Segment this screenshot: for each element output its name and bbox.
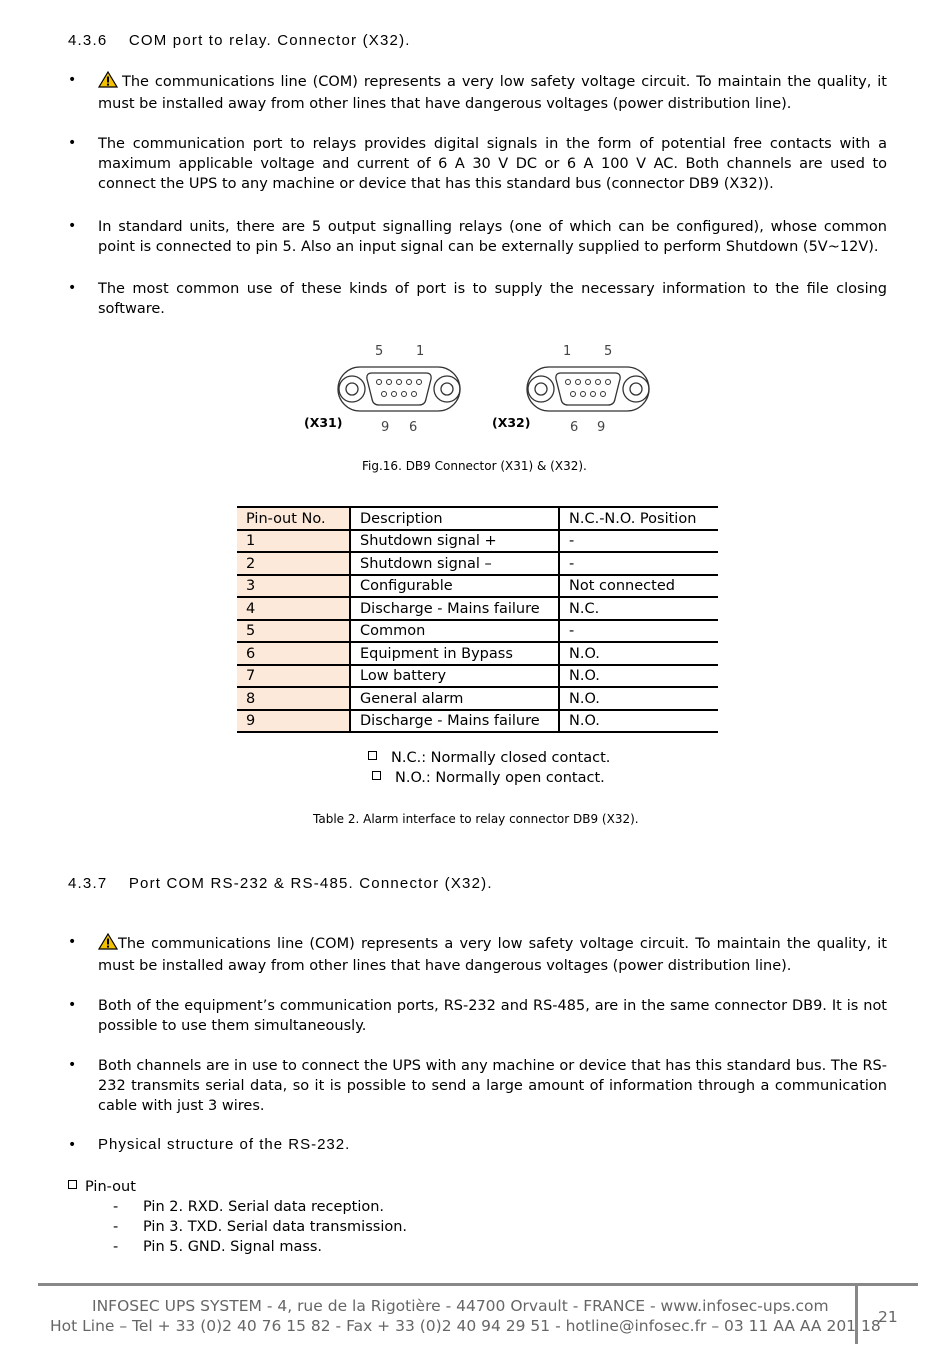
figure-caption: Fig.16. DB9 Connector (X31) & (X32). bbox=[362, 459, 587, 473]
table-cell: Low battery bbox=[350, 665, 559, 688]
table-header-row bbox=[237, 507, 718, 530]
table-cell: 7 bbox=[237, 665, 350, 688]
footer-vertical-divider bbox=[855, 1286, 858, 1344]
table-cell: - bbox=[559, 552, 718, 575]
table-cell: N.O. bbox=[559, 665, 718, 688]
table-row bbox=[237, 665, 718, 688]
legend-no: N.O.: Normally open contact. bbox=[372, 770, 605, 786]
connector-x31-label: (X31) bbox=[304, 415, 343, 430]
pin-item: - Pin 5. GND. Signal mass. bbox=[113, 1239, 323, 1255]
table-cell: Shutdown signal – bbox=[350, 552, 559, 575]
footer-address: INFOSEC UPS SYSTEM - 4, rue de la Rigotière - 44700 Orvault - FRANCE - www.infosec-ups.com bbox=[92, 1297, 829, 1315]
pin-label: 6 bbox=[570, 420, 579, 435]
warning-icon bbox=[98, 933, 118, 956]
table-cell: Shutdown signal + bbox=[350, 530, 559, 553]
section-heading-4-3-6: 4.3.6 COM port to relay. Connector (X32). bbox=[68, 32, 411, 49]
table-cell: 4 bbox=[237, 597, 350, 620]
paragraph: Physical structure of the RS-232. bbox=[98, 1136, 351, 1153]
table-cell: General alarm bbox=[350, 687, 559, 710]
paragraph: Both of the equipment’s communication ports, RS-232 and RS-485, are in the same connector DB9. It is not possible to use them simultaneously. bbox=[98, 998, 887, 1034]
paragraph: The communications line (COM) represents a very low safety voltage circuit. To maintain the quality, it must be installed away from other lines that have dangerous voltages (power distribution line). bbox=[98, 933, 887, 976]
bullet-icon: • bbox=[68, 1057, 77, 1073]
table-row bbox=[237, 620, 718, 643]
pin-label: 5 bbox=[604, 344, 613, 359]
paragraph: In standard units, there are 5 output signalling relays (one of which can be configured), whose common point is connected to pin 5. Also an input signal can be externally supplied to perform Shutdown (5V~12V). bbox=[98, 219, 887, 255]
db9-connectors-figure bbox=[290, 335, 680, 445]
table-row bbox=[237, 530, 718, 553]
pin-label: 5 bbox=[375, 344, 384, 359]
bullet-icon: • bbox=[68, 135, 77, 151]
pinout-table bbox=[237, 506, 718, 733]
table-row bbox=[237, 687, 718, 710]
connector-x32-label: (X32) bbox=[492, 415, 531, 430]
table-cell: 8 bbox=[237, 687, 350, 710]
bullet-icon: • bbox=[68, 997, 77, 1013]
table-row bbox=[237, 597, 718, 620]
table-caption: Table 2. Alarm interface to relay connector DB9 (X32). bbox=[313, 812, 639, 826]
table-cell: N.O. bbox=[559, 710, 718, 733]
table-header-cell: N.C.-N.O. Position bbox=[559, 507, 718, 530]
square-bullet-icon bbox=[68, 1180, 77, 1189]
pinout-title: Pin-out bbox=[68, 1179, 136, 1195]
footer-divider bbox=[38, 1283, 918, 1286]
table-cell: 9 bbox=[237, 710, 350, 733]
table-cell: 1 bbox=[237, 530, 350, 553]
legend-nc: N.C.: Normally closed contact. bbox=[368, 750, 610, 766]
table-row bbox=[237, 552, 718, 575]
paragraph: Both channels are in use to connect the UPS with any machine or device that has this standard bus. The RS-232 transmits serial data, so it is possible to send a large amount of information through a communication cable with just 3 wires. bbox=[98, 1058, 887, 1114]
table-cell: Configurable bbox=[350, 575, 559, 598]
bullet-icon: • bbox=[68, 72, 77, 88]
pin-item: - Pin 3. TXD. Serial data transmission. bbox=[113, 1219, 408, 1235]
table-cell: Discharge - Mains failure bbox=[350, 710, 559, 733]
square-bullet-icon bbox=[368, 751, 377, 760]
table-row bbox=[237, 710, 718, 733]
table-cell: Equipment in Bypass bbox=[350, 642, 559, 665]
paragraph: The communications line (COM) represents a very low safety voltage circuit. To maintain the quality, it must be installed away from other lines that have dangerous voltages (power distribution line). bbox=[98, 71, 887, 114]
table-row bbox=[237, 575, 718, 598]
pin-label: 6 bbox=[409, 420, 418, 435]
connector-x32 bbox=[527, 344, 649, 435]
table-cell: Discharge - Mains failure bbox=[350, 597, 559, 620]
pin-label: 9 bbox=[597, 420, 606, 435]
square-bullet-icon bbox=[372, 771, 381, 780]
paragraph: The communication port to relays provides digital signals in the form of potential free contacts with a maximum applicable voltage and current of 6 A 30 V DC or 6 A 100 V AC. Both channels are used to connect the UPS to any machine or device that has this standard bus (connector DB9 (X32)). bbox=[98, 136, 887, 192]
table-cell: 6 bbox=[237, 642, 350, 665]
connector-x31 bbox=[338, 344, 460, 435]
footer-hotline: Hot Line – Tel + 33 (0)2 40 76 15 82 - Fax + 33 (0)2 40 94 29 51 - hotline@infosec.fr – 03 11 AA AA 201 18 bbox=[50, 1317, 881, 1335]
table-cell: - bbox=[559, 620, 718, 643]
table-cell: N.C. bbox=[559, 597, 718, 620]
table-cell: Not connected bbox=[559, 575, 718, 598]
bullet-icon: • bbox=[68, 934, 77, 950]
table-header-cell: Pin-out No. bbox=[237, 507, 350, 530]
table-cell: N.O. bbox=[559, 687, 718, 710]
table-row bbox=[237, 642, 718, 665]
pin-label: 9 bbox=[381, 420, 390, 435]
table-cell: N.O. bbox=[559, 642, 718, 665]
table-header-cell: Description bbox=[350, 507, 559, 530]
table-cell: 3 bbox=[237, 575, 350, 598]
table-cell: 2 bbox=[237, 552, 350, 575]
pin-label: 1 bbox=[563, 344, 572, 359]
pin-item: - Pin 2. RXD. Serial data reception. bbox=[113, 1199, 385, 1215]
bullet-icon: • bbox=[68, 280, 77, 296]
table-cell: - bbox=[559, 530, 718, 553]
pin-label: 1 bbox=[416, 344, 425, 359]
paragraph: The most common use of these kinds of port is to supply the necessary information to the file closing software. bbox=[98, 281, 887, 317]
bullet-icon: • bbox=[68, 218, 77, 234]
table-cell: 5 bbox=[237, 620, 350, 643]
bullet-icon: • bbox=[68, 1137, 77, 1153]
warning-icon bbox=[98, 71, 118, 94]
table-cell: Common bbox=[350, 620, 559, 643]
page-number: 21 bbox=[878, 1308, 898, 1326]
section-heading-4-3-7: 4.3.7 Port COM RS-232 & RS-485. Connector (X32). bbox=[68, 875, 493, 892]
